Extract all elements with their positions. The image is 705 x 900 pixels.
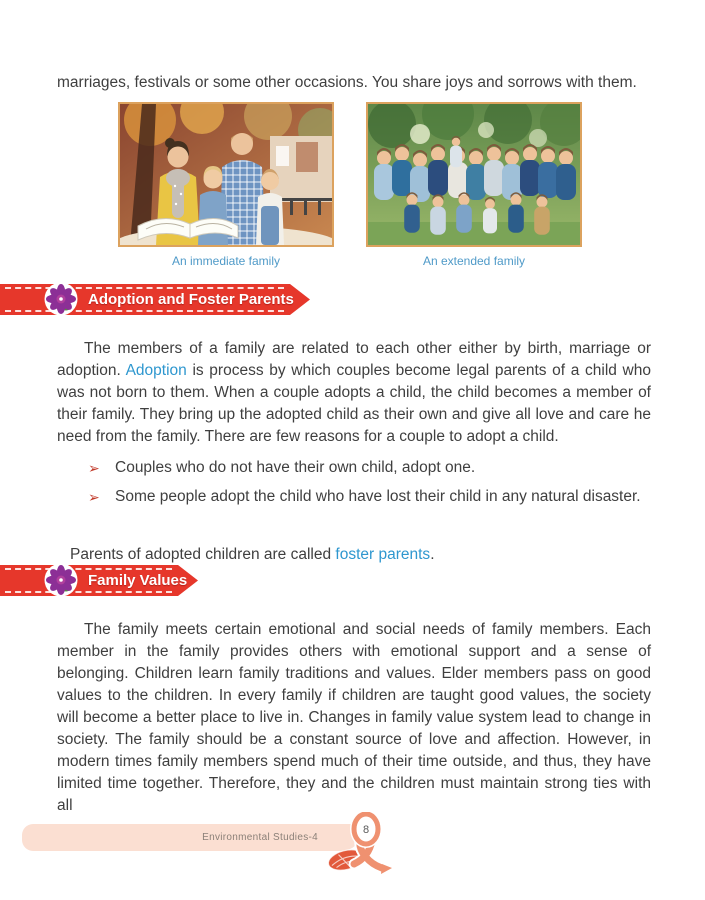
section-banner-adoption [0, 284, 310, 315]
footer-book-title: Environmental Studies-4 [202, 832, 318, 843]
intro-paragraph: marriages, festivals or some other occasions. You share joys and sorrows with them. [57, 73, 637, 91]
list-item [88, 455, 651, 481]
family-values-paragraph: The family meets certain emotional and social needs of family members. Each member in the family provides others with emotional support and a sense of belonging. Children learn family traditions and values. Elder members pass on good values to the children. In every family if children are taught good values, the society will become a better place to live in. Changes in family value system lead to change in society. The family should be a constant source of love and affection. However, in modern times family members spend much of their time outside, and thus, they have limited time together. Therefore, they and the children must maintain strong ties with all [57, 620, 651, 814]
foster-text-1: Parents of adopted children are called [70, 545, 336, 563]
section-title-adoption: Adoption and Foster Parents [88, 291, 294, 308]
foster-keyword: foster parents [335, 545, 431, 563]
footer-band [22, 824, 362, 851]
section-title-family-values: Family Values [88, 572, 188, 589]
adoption-paragraph [57, 338, 651, 448]
page-number: 8 [362, 824, 370, 836]
flower-icon [44, 563, 78, 597]
extended-family-photo [366, 102, 582, 247]
arrow-bullet-icon: ➢ [88, 489, 100, 505]
adoption-text-1: The members of a family are related to each other either by birth, marriage or adoption. [57, 339, 651, 379]
arrow-bullet-icon: ➢ [88, 460, 100, 476]
immediate-family-photo [118, 102, 334, 247]
adoption-text-2: is process by which couples become legal parents of a child who was not born to them. When a couple adopts a child, the child becomes a member of their family. They bring up the adopted child as their own and give all love and care he need from the family. There are few reasons for a couple to adopt a child. [57, 361, 651, 445]
figure-extended-family [366, 102, 582, 268]
foster-parents-line [57, 544, 651, 566]
figure-caption-extended: An extended family [422, 254, 526, 268]
adoption-keyword: Adoption [125, 361, 187, 379]
figure-immediate-family [118, 102, 334, 268]
bullet-text: Couples who do not have their own child, adopt one. [115, 459, 476, 476]
awareness-ribbon-icon [320, 812, 404, 880]
figure-caption-immediate: An immediate family [171, 254, 281, 268]
flower-icon [44, 282, 78, 316]
foster-text-2: . [430, 545, 435, 563]
bullet-text: Some people adopt the child who have lost their child in any natural disaster. [115, 488, 641, 505]
list-item [88, 484, 651, 510]
adoption-bullet-list [88, 455, 651, 513]
section-banner-family-values [0, 565, 198, 596]
